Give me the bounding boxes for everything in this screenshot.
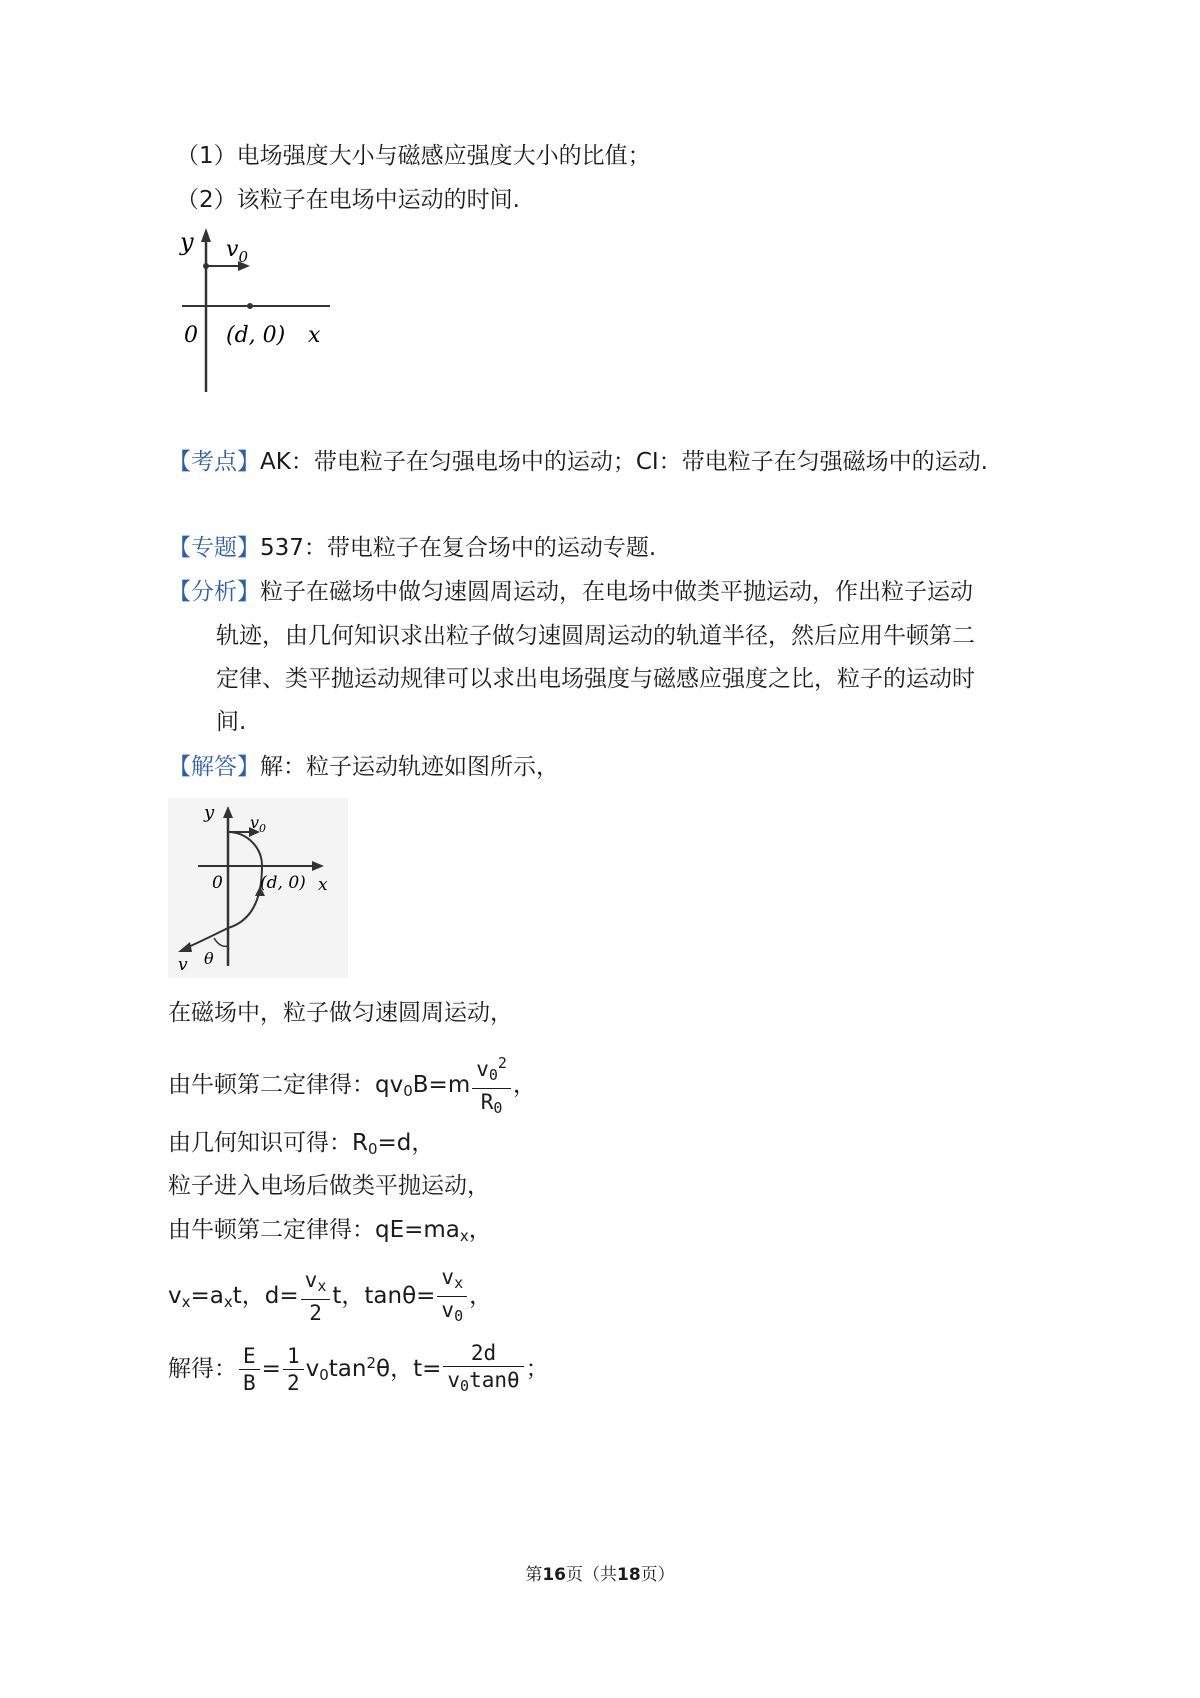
s7-f2-den: 2 (286, 1371, 300, 1395)
s7-theta: θ，t= (376, 1356, 442, 1382)
s2-num: v (476, 1057, 489, 1081)
s6-a: v (168, 1283, 182, 1309)
s7-fraction-1 (239, 1343, 260, 1396)
origin-label: 0 (184, 323, 198, 348)
s6-f2-den: v (441, 1298, 455, 1322)
s2-fraction (472, 1050, 511, 1121)
s7-mid-sub: 0 (319, 1366, 329, 1384)
s7-end: ； (525, 1356, 549, 1382)
s2-den: R (480, 1090, 494, 1114)
theta-label: θ (204, 949, 214, 968)
footer-pre: 第 (525, 1565, 543, 1585)
zhuanti-text: 537：带电粒子在复合场中的运动专题. (260, 535, 657, 561)
s6-fraction-1 (301, 1267, 331, 1326)
y-axis-label: y (180, 228, 194, 256)
s6-f1-num: v (304, 1268, 318, 1292)
fenxi-line-1 (168, 576, 973, 608)
footer-post: 页） (640, 1565, 675, 1585)
origin-label-2: 0 (212, 873, 223, 893)
s7-eq: = (261, 1356, 281, 1382)
s2-num-sub: 0 (488, 1066, 498, 1084)
s2-sub: 0 (403, 1082, 413, 1100)
solution-line-1: 在磁场中，粒子做匀速圆周运动， (168, 1000, 513, 1026)
footer-mid: 页（共 (566, 1565, 617, 1585)
s6-c: t，d= (232, 1283, 299, 1309)
s2-prefix: 由牛顿第二定律得：qv (168, 1072, 404, 1098)
s3-suffix: =d， (377, 1130, 435, 1156)
point-label-2: (d, 0) (260, 873, 306, 893)
solution-line-3 (168, 1127, 434, 1165)
zhuanti-line (168, 532, 656, 564)
s2-mid: B=m (412, 1072, 471, 1098)
s7-f1-den: B (243, 1371, 256, 1395)
solution-line-7 (168, 1332, 549, 1394)
solution-line-4: 粒子进入电场后做类平抛运动， (168, 1173, 490, 1199)
jieda-tag: 【解答】 (168, 754, 260, 780)
s7-fraction-2 (283, 1343, 304, 1396)
v0-subscript: 0 (238, 248, 248, 266)
s2-num-sup: 2 (497, 1054, 507, 1072)
question-2: （2）该粒子在电场中运动的时间. (176, 187, 520, 213)
s2-den-sub: 0 (493, 1099, 503, 1117)
fenxi-line-2: 轨迹，由几何知识求出粒子做匀速圆周运动的轨道半径，然后应用牛顿第二 (216, 623, 975, 649)
x-axis-label: x (308, 323, 321, 348)
v0-label: v (226, 237, 239, 262)
s7-sup: 2 (366, 1354, 377, 1372)
jieda-line (168, 751, 559, 783)
s6-fraction-2 (437, 1264, 467, 1329)
solution-line-5 (168, 1214, 492, 1252)
s7-f2-num: 1 (283, 1343, 304, 1370)
s5-suffix: ， (468, 1217, 492, 1243)
fenxi-line-4: 间. (216, 709, 247, 735)
s6-b: =a (190, 1283, 224, 1309)
jieda-text: 解：粒子运动轨迹如图所示， (260, 754, 559, 780)
v0-subscript-2: 0 (259, 822, 267, 835)
s7-mid: v (305, 1356, 320, 1382)
x-axis-label-2: x (318, 875, 328, 895)
s6-f2-den-sub: 0 (454, 1307, 464, 1325)
s3-prefix: 由几何知识可得：R (168, 1130, 368, 1156)
footer-total-pages: 18 (617, 1565, 641, 1585)
s6-a-sub: x (181, 1293, 191, 1311)
s6-e: ， (469, 1283, 493, 1309)
s6-b-sub: x (223, 1293, 233, 1311)
s7-prefix: 解得： (168, 1356, 237, 1382)
y-axis-label-2: y (204, 802, 215, 823)
s6-d: t，tanθ= (332, 1283, 436, 1309)
s6-f2-num-sub: x (454, 1274, 464, 1292)
coordinate-figure (170, 222, 340, 397)
s5-sub: x (459, 1227, 469, 1245)
question-1: （1）电场强度大小与磁感应强度大小的比值； (176, 143, 651, 169)
s7-tan: tan (328, 1356, 367, 1382)
kaodian-line (168, 446, 988, 478)
kaodian-tag: 【考点】 (168, 449, 260, 475)
s7-f1-num: E (239, 1343, 260, 1370)
v-label: v (178, 955, 188, 975)
kaodian-text: AK：带电粒子在匀强电场中的运动；CI：带电粒子在匀强磁场中的运动. (260, 449, 988, 475)
s6-f2-num: v (441, 1265, 455, 1289)
s5-prefix: 由牛顿第二定律得：qE=ma (168, 1217, 460, 1243)
s7-fraction-3 (443, 1340, 523, 1399)
footer-page-number: 16 (542, 1565, 566, 1585)
s7-f3-num: 2d (443, 1340, 523, 1367)
s7-f3-den-b: tanθ (469, 1368, 520, 1392)
fenxi-tag: 【分析】 (168, 579, 260, 605)
v0-label-2: v (250, 813, 260, 832)
s3-sub: 0 (367, 1140, 378, 1158)
s7-f3-den-sub: 0 (460, 1377, 470, 1395)
solution-line-2 (168, 1050, 536, 1117)
page-footer (0, 1560, 1200, 1585)
point-label: (d, 0) (226, 323, 286, 348)
svg-text:v0 (226, 237, 248, 266)
fenxi-line-3: 定律、类平抛运动规律可以求出电场强度与磁感应强度之比，粒子的运动时 (216, 666, 975, 692)
zhuanti-tag: 【专题】 (168, 535, 260, 561)
fenxi-text-1: 粒子在磁场中做匀速圆周运动，在电场中做类平抛运动，作出粒子运动 (260, 579, 973, 605)
s2-suffix: ， (512, 1072, 536, 1098)
trajectory-figure (168, 798, 348, 978)
s6-f1-den: 2 (309, 1301, 322, 1325)
s7-f3-den-a: v (447, 1368, 461, 1392)
s6-f1-num-sub: x (317, 1277, 327, 1295)
solution-line-6 (168, 1264, 492, 1326)
